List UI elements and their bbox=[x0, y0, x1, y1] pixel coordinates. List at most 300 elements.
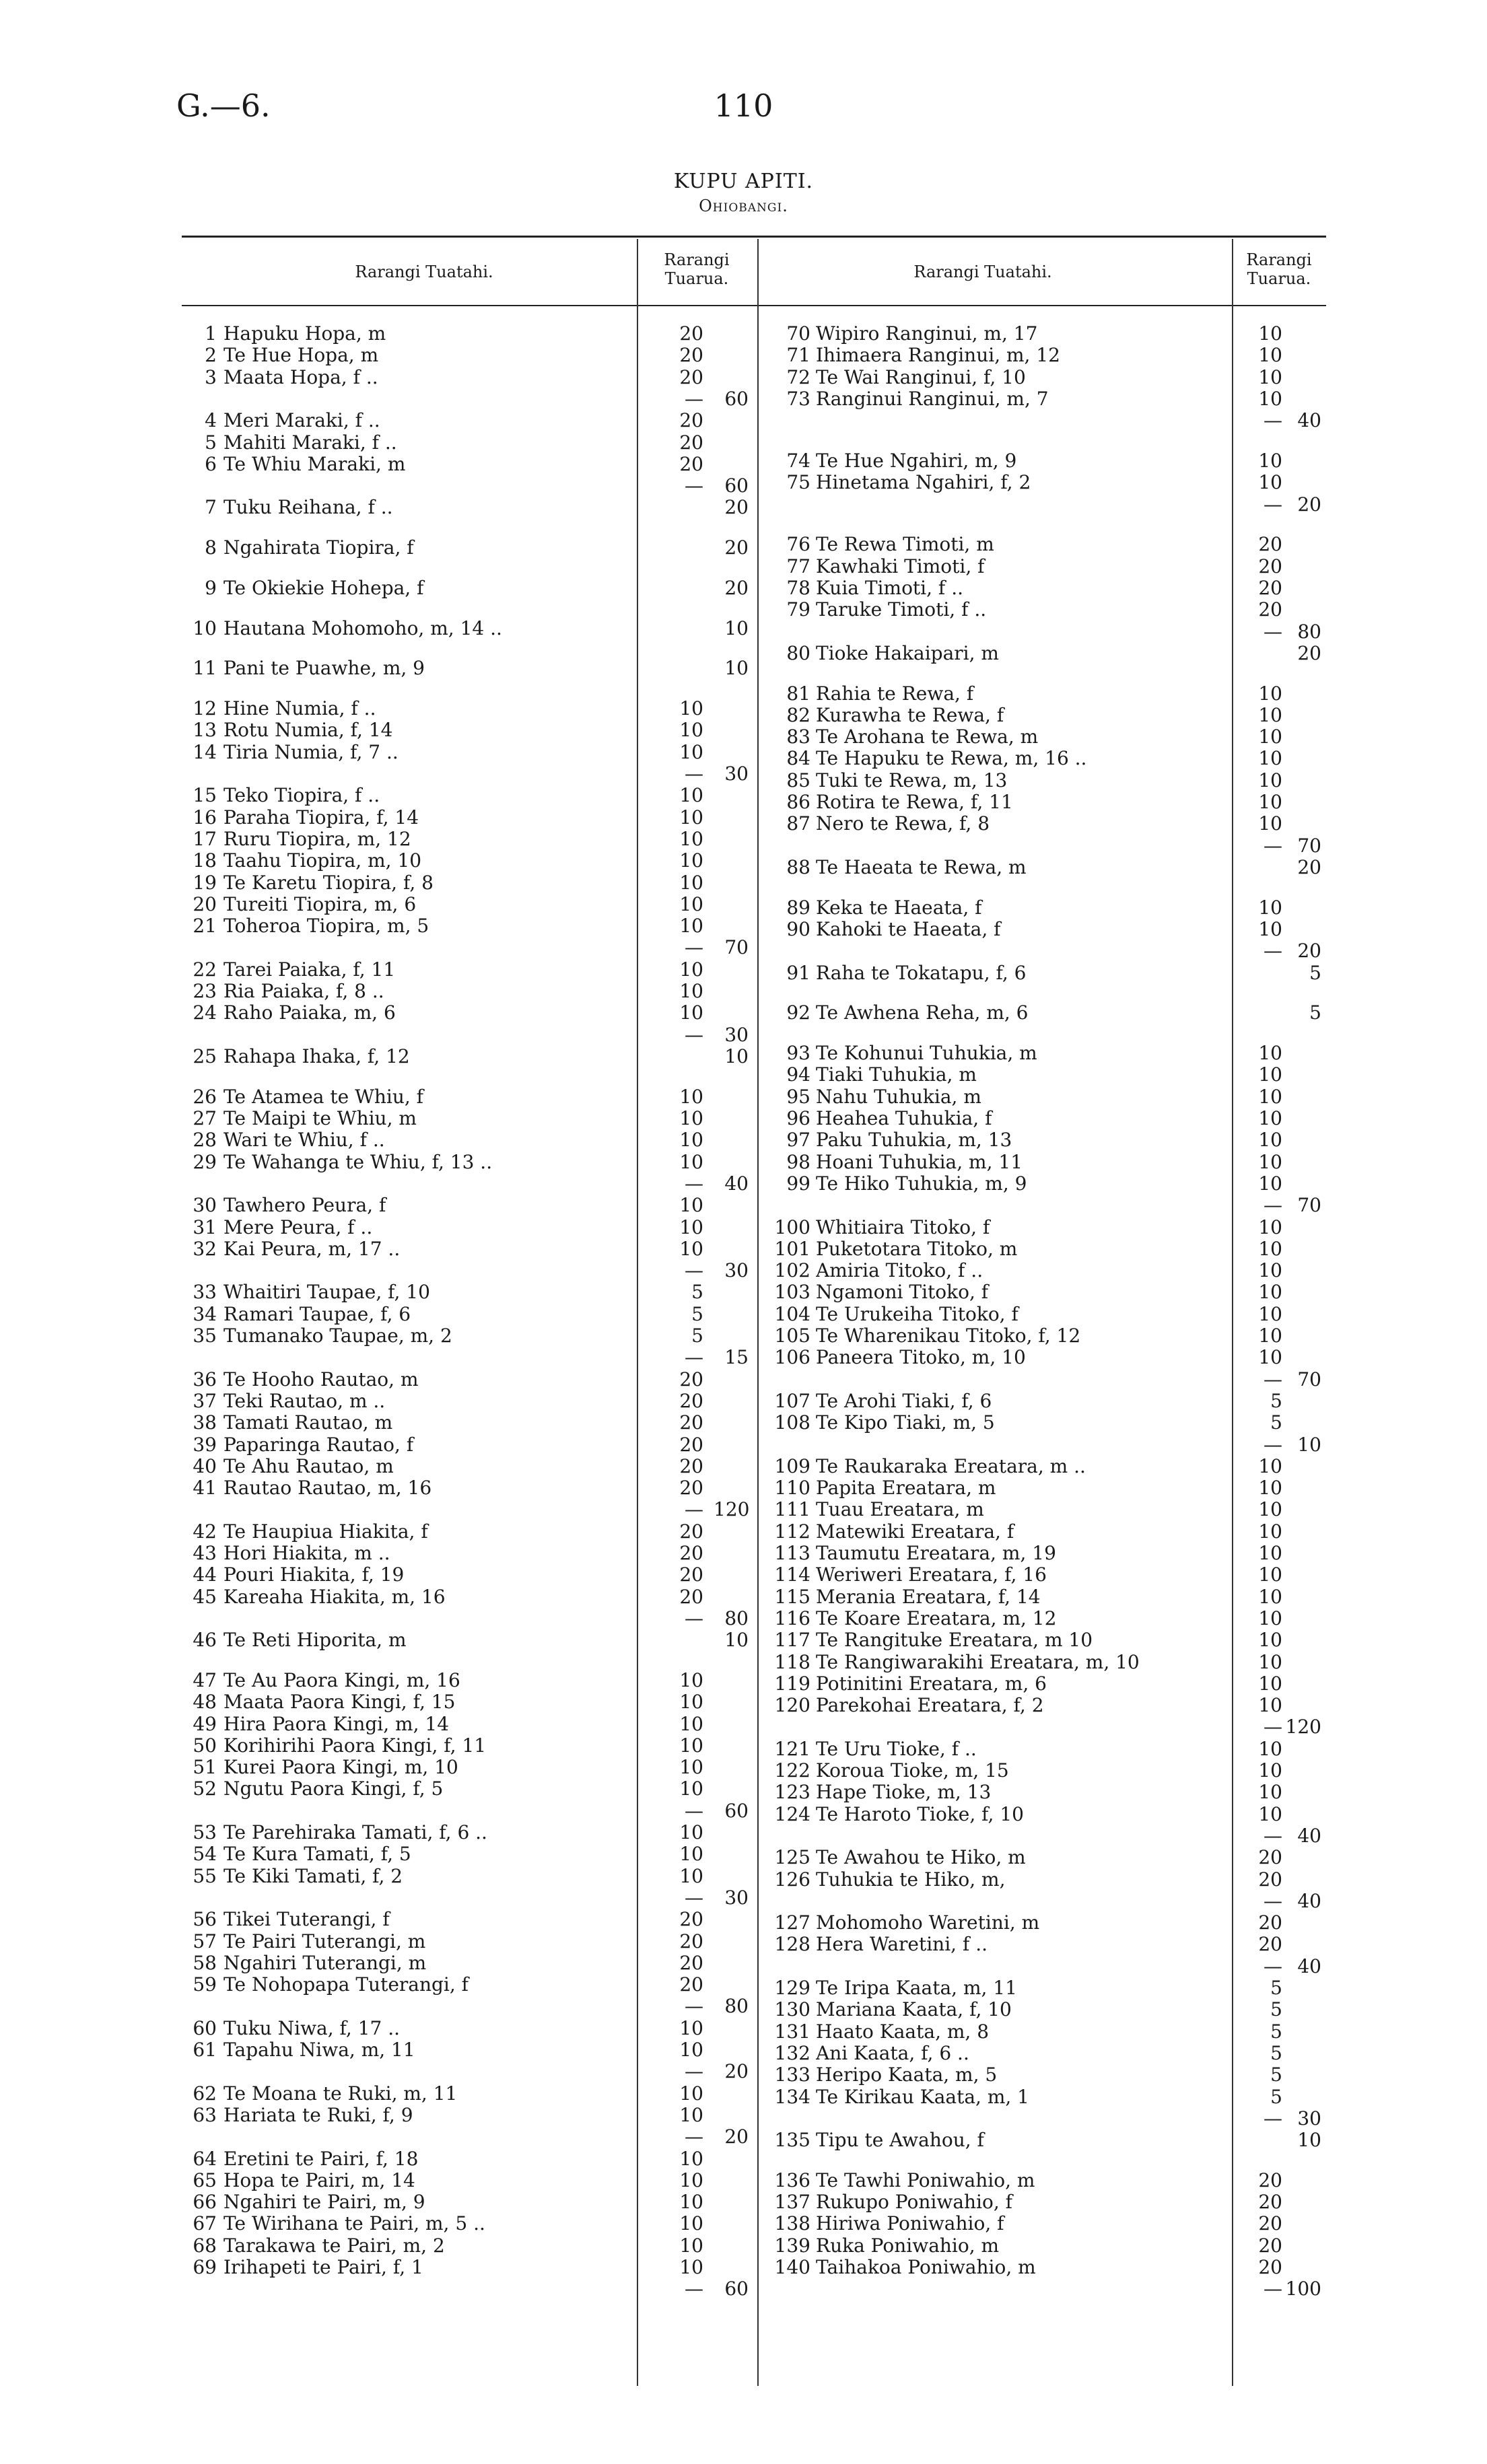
entry-total: 70 bbox=[1297, 1194, 1321, 1217]
entry-name: Raha te Tokatapu, f, 6 bbox=[816, 962, 1027, 984]
entry-number: 83 bbox=[786, 726, 810, 748]
entry-name: Hira Paora Kingi, m, 14 bbox=[223, 1713, 450, 1735]
entry-number: 59 bbox=[193, 1973, 217, 1996]
entry-number: 123 bbox=[774, 1781, 810, 1804]
table-row bbox=[0, 1002, 1487, 1024]
entry-name: Ria Paiaka, f, 8 .. bbox=[223, 981, 384, 1003]
entry-number: 131 bbox=[774, 2020, 810, 2043]
entry-number: 80 bbox=[786, 641, 810, 664]
entry-share: 10 bbox=[679, 1107, 703, 1130]
entry-number: 77 bbox=[786, 555, 810, 577]
entry-number: 105 bbox=[774, 1325, 810, 1347]
entry-number: 41 bbox=[193, 1477, 217, 1500]
entry-name: Rahia te Rewa, f bbox=[816, 682, 974, 705]
entry-number: 11 bbox=[193, 657, 217, 680]
entry-name: Te Kipo Tiaki, m, 5 bbox=[816, 1412, 995, 1434]
entry-name: Te Okiekie Hohepa, f bbox=[223, 577, 424, 599]
table-row bbox=[0, 1586, 1487, 1608]
entry-total: 30 bbox=[724, 1023, 749, 1046]
entry-share: 5 bbox=[1270, 1998, 1282, 2021]
entry-share: 10 bbox=[679, 2039, 703, 2062]
entry-share: 10 bbox=[679, 806, 703, 829]
entry-share: 10 bbox=[1258, 1563, 1282, 1586]
entry-number: 127 bbox=[774, 1911, 810, 1934]
entry-share: 20 bbox=[1258, 2256, 1282, 2279]
entry-name: Te Kiki Tamati, f, 2 bbox=[223, 1865, 403, 1887]
entry-share: 10 bbox=[679, 2234, 703, 2257]
entry-share: 10 bbox=[1258, 1237, 1282, 1260]
table-row bbox=[0, 621, 1487, 643]
entry-number: 92 bbox=[786, 1001, 810, 1024]
entry-number: 54 bbox=[193, 1843, 217, 1866]
entry-number: 70 bbox=[786, 322, 810, 345]
entry-share: 20 bbox=[1258, 533, 1282, 556]
table-row bbox=[0, 1999, 1487, 2020]
entry-share: 20 bbox=[679, 1908, 703, 1931]
entry-number: 88 bbox=[786, 855, 810, 878]
entry-number: 97 bbox=[786, 1129, 810, 1152]
entry-name: Papita Ereatara, m bbox=[816, 1477, 996, 1500]
table-row bbox=[0, 919, 1487, 940]
entry-share: 20 bbox=[1258, 2212, 1282, 2235]
entry-share: 10 bbox=[1258, 1216, 1282, 1238]
table-row bbox=[0, 410, 1487, 431]
table-row bbox=[0, 1281, 1487, 1303]
entry-share: 10 bbox=[1258, 1650, 1282, 1673]
entry-name: Matewiki Ereatara, f bbox=[816, 1520, 1014, 1543]
entry-share: 10 bbox=[1258, 1150, 1282, 1173]
entry-number: 44 bbox=[193, 1563, 217, 1586]
entry-name: Te Reti Hiporita, m bbox=[223, 1629, 407, 1652]
entry-number: 76 bbox=[786, 533, 810, 556]
entry-name: Hera Waretini, f .. bbox=[816, 1934, 988, 1956]
entry-number: 90 bbox=[786, 918, 810, 941]
entry-share: 10 bbox=[679, 1129, 703, 1152]
entry-share: 10 bbox=[679, 1691, 703, 1714]
left-name-header: Rarangi Tuatahi. bbox=[355, 262, 493, 281]
entry-number: 12 bbox=[193, 697, 217, 720]
entry-number: 48 bbox=[193, 1691, 217, 1714]
entry-share: 10 bbox=[679, 980, 703, 1003]
entry-number: 119 bbox=[774, 1672, 810, 1695]
entry-number: 67 bbox=[193, 2212, 217, 2235]
table-row bbox=[0, 683, 1487, 705]
entry-number: 4 bbox=[205, 409, 217, 432]
entry-number: 139 bbox=[774, 2234, 810, 2257]
entry-name: Te Haupiua Hiakita, f bbox=[223, 1520, 428, 1543]
entry-share: 10 bbox=[1258, 1281, 1282, 1304]
entry-name: Te Uru Tioke, f .. bbox=[816, 1738, 977, 1760]
entry-name: Kahoki te Haeata, f bbox=[816, 919, 1001, 941]
entry-name: Te Wirihana te Pairi, m, 5 .. bbox=[223, 2213, 485, 2235]
entry-number: 111 bbox=[774, 1498, 810, 1521]
entry-number: 39 bbox=[193, 1433, 217, 1456]
entry-number: 17 bbox=[193, 827, 217, 850]
entry-number: 36 bbox=[193, 1368, 217, 1391]
entry-total: 70 bbox=[724, 936, 749, 959]
entry-name: Koroua Tioke, m, 15 bbox=[816, 1760, 1009, 1782]
table-row bbox=[0, 2108, 1487, 2129]
entry-name: Te Wai Ranginui, f, 10 bbox=[816, 366, 1026, 388]
entry-total: 100 bbox=[1285, 2278, 1321, 2300]
entry-share: 10 bbox=[1258, 1759, 1282, 1782]
table-row bbox=[0, 599, 1487, 621]
entry-number: 28 bbox=[193, 1129, 217, 1152]
entry-name: Kurawha te Rewa, f bbox=[816, 704, 1004, 726]
entry-name: Wari te Whiu, f .. bbox=[223, 1129, 385, 1152]
entry-number: 53 bbox=[193, 1821, 217, 1844]
table-row bbox=[0, 367, 1487, 388]
entry-total: 60 bbox=[724, 474, 749, 497]
entry-number: 102 bbox=[774, 1259, 810, 1282]
entry-share: 20 bbox=[1258, 598, 1282, 621]
entry-name: Mere Peura, f .. bbox=[223, 1216, 373, 1238]
entry-share: — bbox=[1264, 1368, 1282, 1391]
entry-name: Ngahirata Tiopira, f bbox=[223, 537, 414, 559]
entry-number: 125 bbox=[774, 1846, 810, 1869]
entry-total: 20 bbox=[1297, 940, 1321, 962]
document-subtitle: Ohiobangi. bbox=[699, 197, 788, 215]
entry-share: — bbox=[685, 2060, 703, 2083]
entry-share: 5 bbox=[1270, 1977, 1282, 2000]
entry-share: 20 bbox=[1258, 2191, 1282, 2214]
entry-share: 10 bbox=[679, 1734, 703, 1757]
table-row bbox=[0, 534, 1487, 555]
entry-share: 10 bbox=[1258, 1672, 1282, 1695]
entry-share: 10 bbox=[679, 740, 703, 763]
entry-name: Parekohai Ereatara, f, 2 bbox=[816, 1695, 1044, 1717]
entry-share: 20 bbox=[679, 1973, 703, 1996]
entry-name: Ramari Taupae, f, 6 bbox=[223, 1303, 411, 1325]
entry-number: 49 bbox=[193, 1712, 217, 1735]
entry-name: Tikei Tuterangi, f bbox=[223, 1909, 390, 1931]
entry-number: 13 bbox=[193, 719, 217, 742]
entry-share: 10 bbox=[679, 2256, 703, 2279]
entry-number: 99 bbox=[786, 1172, 810, 1195]
entry-share: 10 bbox=[1258, 1607, 1282, 1629]
entry-number: 5 bbox=[205, 431, 217, 454]
entry-number: 26 bbox=[193, 1085, 217, 1108]
table-row bbox=[0, 1804, 1487, 1825]
entry-number: 40 bbox=[193, 1454, 217, 1477]
entry-number: 120 bbox=[774, 1694, 810, 1717]
entry-share: 20 bbox=[679, 409, 703, 432]
entry-number: 108 bbox=[774, 1411, 810, 1434]
entry-name: Te Iripa Kaata, m, 11 bbox=[816, 1977, 1017, 2000]
entry-share: 10 bbox=[679, 827, 703, 850]
entry-share: 20 bbox=[679, 452, 703, 475]
entry-number: 114 bbox=[774, 1563, 810, 1586]
entry-share: 10 bbox=[1258, 1781, 1282, 1804]
header-bottom-rule bbox=[182, 305, 1326, 306]
table-row bbox=[0, 748, 1487, 769]
entry-name: Ngutu Paora Kingi, f, 5 bbox=[223, 1778, 444, 1800]
table-row bbox=[0, 556, 1487, 577]
entry-name: Te Koare Ereatara, m, 12 bbox=[816, 1607, 1057, 1629]
entry-name: Hape Tioke, m, 13 bbox=[816, 1782, 992, 1804]
entry-name: Potinitini Ereatara, m, 6 bbox=[816, 1673, 1047, 1695]
entry-name: Tiaki Tuhukia, m bbox=[816, 1064, 977, 1086]
entry-share: 10 bbox=[679, 1756, 703, 1779]
entry-total: 20 bbox=[724, 2125, 749, 2148]
entry-number: 6 bbox=[205, 452, 217, 475]
table-row bbox=[0, 1108, 1487, 1129]
entry-number: 22 bbox=[193, 958, 217, 981]
entry-share: 10 bbox=[1258, 1477, 1282, 1500]
entry-number: 130 bbox=[774, 1998, 810, 2021]
table-row bbox=[0, 770, 1487, 791]
entry-name: Te Karetu Tiopira, f, 8 bbox=[223, 872, 434, 894]
entry-name: Te Ahu Rautao, m bbox=[223, 1455, 394, 1477]
entry-name: Te Arohi Tiaki, f, 6 bbox=[816, 1390, 992, 1412]
entry-share: 10 bbox=[1258, 1129, 1282, 1152]
entry-number: 132 bbox=[774, 2041, 810, 2064]
entry-share: 5 bbox=[691, 1325, 703, 1347]
entry-share: 20 bbox=[679, 1542, 703, 1565]
entry-number: 93 bbox=[786, 1042, 810, 1065]
entry-number: 79 bbox=[786, 598, 810, 621]
entry-number: 116 bbox=[774, 1607, 810, 1629]
table-row bbox=[0, 1129, 1487, 1151]
entry-number: 68 bbox=[193, 2234, 217, 2257]
entry-total: 5 bbox=[1309, 1001, 1321, 1024]
entry-share: 10 bbox=[1258, 471, 1282, 494]
table-row bbox=[0, 2257, 1487, 2278]
entry-number: 135 bbox=[774, 2129, 810, 2152]
entry-share: 10 bbox=[1258, 1172, 1282, 1195]
table-row bbox=[0, 1847, 1487, 1868]
entry-share: 10 bbox=[679, 2191, 703, 2214]
entry-name: Te Rewa Timoti, m bbox=[816, 534, 994, 556]
entry-share: 10 bbox=[1258, 449, 1282, 472]
entry-share: — bbox=[685, 1498, 703, 1521]
table-row bbox=[0, 1195, 1487, 1216]
entry-number: 122 bbox=[774, 1759, 810, 1782]
table-row bbox=[0, 835, 1487, 857]
entry-number: 112 bbox=[774, 1520, 810, 1543]
entry-name: Keka te Haeata, f bbox=[816, 896, 982, 919]
entry-share: 5 bbox=[1270, 2085, 1282, 2108]
table-row bbox=[0, 791, 1487, 813]
entry-share: 10 bbox=[1258, 682, 1282, 705]
table-row bbox=[0, 2191, 1487, 2213]
entry-number: 103 bbox=[774, 1281, 810, 1304]
entry-number: 20 bbox=[193, 892, 217, 915]
entry-number: 23 bbox=[193, 980, 217, 1003]
table-row bbox=[0, 2064, 1487, 2086]
entry-number: 7 bbox=[205, 496, 217, 519]
entry-name: Tipu te Awahou, f bbox=[816, 2129, 984, 2152]
entry-number: 104 bbox=[774, 1302, 810, 1325]
entry-number: 109 bbox=[774, 1454, 810, 1477]
entry-number: 3 bbox=[205, 365, 217, 388]
entry-share: 20 bbox=[679, 1951, 703, 1974]
entry-total: 30 bbox=[724, 1886, 749, 1909]
entry-number: 87 bbox=[786, 812, 810, 835]
entry-name: Te Moana te Ruki, m, 11 bbox=[223, 2082, 458, 2105]
entry-number: 96 bbox=[786, 1107, 810, 1130]
entry-share: 10 bbox=[1258, 812, 1282, 835]
entry-number: 71 bbox=[786, 344, 810, 367]
entry-name: Te Pairi Tuterangi, m bbox=[223, 1930, 426, 1952]
entry-name: Rautao Rautao, m, 16 bbox=[223, 1477, 432, 1500]
entry-name: Te Au Paora Kingi, m, 16 bbox=[223, 1669, 460, 1691]
entry-total: 20 bbox=[724, 576, 749, 599]
entry-share: 20 bbox=[1258, 2169, 1282, 2191]
entry-share: 20 bbox=[1258, 1846, 1282, 1869]
entry-number: 51 bbox=[193, 1756, 217, 1779]
entry-share: 10 bbox=[679, 849, 703, 872]
entry-total: 20 bbox=[724, 496, 749, 519]
entry-number: 32 bbox=[193, 1237, 217, 1260]
entry-total: 40 bbox=[724, 1172, 749, 1195]
entry-share: 20 bbox=[1258, 1933, 1282, 1956]
entry-number: 33 bbox=[193, 1281, 217, 1304]
entry-number: 66 bbox=[193, 2191, 217, 2214]
entry-number: 138 bbox=[774, 2212, 810, 2235]
table-row bbox=[0, 2213, 1487, 2234]
entry-share: 10 bbox=[1258, 769, 1282, 791]
entry-number: 63 bbox=[193, 2103, 217, 2126]
entry-share: 10 bbox=[679, 697, 703, 720]
table-row bbox=[0, 2235, 1487, 2257]
entry-name: Maata Paora Kingi, f, 15 bbox=[223, 1691, 456, 1714]
entry-name: Tarei Paiaka, f, 11 bbox=[223, 958, 396, 981]
table-row bbox=[0, 1629, 1487, 1651]
entry-share: 20 bbox=[679, 1520, 703, 1543]
entry-share: — bbox=[1264, 1824, 1282, 1847]
table-row bbox=[0, 2170, 1487, 2191]
entry-number: 19 bbox=[193, 871, 217, 894]
entry-share: 10 bbox=[1258, 1259, 1282, 1282]
entry-share: — bbox=[685, 2278, 703, 2300]
entry-share: 20 bbox=[1258, 576, 1282, 599]
table-row bbox=[0, 1477, 1487, 1499]
entry-number: 29 bbox=[193, 1150, 217, 1173]
entry-name: Taruke Timoti, f .. bbox=[816, 599, 987, 621]
entry-number: 52 bbox=[193, 1777, 217, 1800]
entry-share: 10 bbox=[1258, 1498, 1282, 1521]
table-row bbox=[0, 1652, 1487, 1673]
entry-name: Kai Peura, m, 17 .. bbox=[223, 1238, 401, 1260]
table-row bbox=[0, 1782, 1487, 1803]
entry-name: Te Atamea te Whiu, f bbox=[223, 1086, 424, 1108]
entry-share: — bbox=[1264, 2107, 1282, 2129]
entry-number: 14 bbox=[193, 740, 217, 763]
table-row bbox=[0, 940, 1487, 962]
table-row bbox=[0, 1086, 1487, 1108]
entry-name: Ruka Poniwahio, m bbox=[816, 2234, 1000, 2257]
entry-number: 30 bbox=[193, 1194, 217, 1217]
entry-number: 113 bbox=[774, 1542, 810, 1565]
table-row bbox=[0, 493, 1487, 519]
entry-number: 69 bbox=[193, 2256, 217, 2279]
entry-name: Hine Numia, f .. bbox=[223, 698, 376, 720]
entry-share: 10 bbox=[1258, 344, 1282, 367]
entry-share: — bbox=[685, 1346, 703, 1369]
entry-total: 40 bbox=[1297, 409, 1321, 432]
entry-name: Korihirihi Paora Kingi, f, 11 bbox=[223, 1734, 487, 1757]
entry-name: Te Kirikau Kaata, m, 1 bbox=[816, 2086, 1029, 2108]
entry-name: Tureiti Tiopira, m, 6 bbox=[223, 893, 417, 915]
entry-number: 47 bbox=[193, 1668, 217, 1691]
entry-name: Tuki te Rewa, m, 13 bbox=[816, 769, 1008, 791]
entry-name: Paraha Tiopira, f, 14 bbox=[223, 806, 419, 829]
table-row bbox=[0, 643, 1487, 664]
entry-number: 2 bbox=[205, 344, 217, 367]
entry-share: 20 bbox=[679, 1368, 703, 1391]
entry-total: 20 bbox=[1297, 493, 1321, 516]
entry-share: 10 bbox=[1258, 1325, 1282, 1347]
entry-name: Mahiti Maraki, f .. bbox=[223, 431, 397, 454]
table-row bbox=[0, 857, 1487, 878]
entry-name: Taumutu Ereatara, m, 19 bbox=[816, 1543, 1056, 1565]
entry-name: Whaitiri Taupae, f, 10 bbox=[223, 1281, 430, 1304]
entry-name: Weriweri Ereatara, f, 16 bbox=[816, 1564, 1047, 1586]
entry-name: Te Hapuku te Rewa, m, 16 .. bbox=[816, 748, 1087, 770]
table-row bbox=[0, 1238, 1487, 1260]
entry-number: 129 bbox=[774, 1977, 810, 2000]
entry-share: 20 bbox=[679, 1389, 703, 1412]
table-row bbox=[0, 1434, 1487, 1456]
table-row bbox=[0, 962, 1487, 984]
entry-share: 10 bbox=[1258, 896, 1282, 919]
table-row bbox=[0, 981, 1487, 1002]
entry-name: Hautana Mohomoho, m, 14 .. bbox=[223, 617, 502, 639]
entry-share: 10 bbox=[1258, 1085, 1282, 1108]
entry-number: 18 bbox=[193, 849, 217, 872]
entry-share: — bbox=[1264, 834, 1282, 857]
entry-share: 10 bbox=[679, 1821, 703, 1844]
entry-name: Mariana Kaata, f, 10 bbox=[816, 1999, 1012, 2021]
table-row bbox=[0, 2021, 1487, 2043]
entry-total: 15 bbox=[724, 1346, 749, 1369]
entry-share: 10 bbox=[1258, 322, 1282, 345]
entry-name: Te Awhena Reha, m, 6 bbox=[816, 1002, 1029, 1024]
entry-number: 34 bbox=[193, 1302, 217, 1325]
entry-number: 25 bbox=[193, 1045, 217, 1067]
entry-name: Te Arohana te Rewa, m bbox=[816, 726, 1039, 748]
entry-share: 20 bbox=[1258, 555, 1282, 577]
entry-number: 101 bbox=[774, 1237, 810, 1260]
table-row bbox=[0, 2086, 1487, 2108]
entry-total: 10 bbox=[1297, 2129, 1321, 2152]
table-row bbox=[0, 472, 1487, 493]
entry-name: Te Rangituke Ereatara, m 10 bbox=[816, 1629, 1093, 1652]
table-row bbox=[0, 1673, 1487, 1695]
entry-total: 10 bbox=[724, 657, 749, 680]
entry-name: Te Hue Ngahiri, m, 9 bbox=[816, 450, 1017, 472]
entry-number: 133 bbox=[774, 2064, 810, 2086]
entry-total: 60 bbox=[724, 1799, 749, 1822]
entry-share: 20 bbox=[679, 1563, 703, 1586]
entry-share: 10 bbox=[679, 1668, 703, 1691]
entry-number: 136 bbox=[774, 2169, 810, 2191]
entry-share: — bbox=[685, 1172, 703, 1195]
entry-number: 50 bbox=[193, 1734, 217, 1757]
entry-name: Nahu Tuhukia, m bbox=[816, 1086, 981, 1108]
entry-name: Kurei Paora Kingi, m, 10 bbox=[223, 1757, 458, 1779]
entry-name: Ihimaera Ranginui, m, 12 bbox=[816, 345, 1060, 367]
document-title: KUPU APITI. bbox=[673, 170, 814, 193]
table-row bbox=[0, 345, 1487, 366]
table-row bbox=[0, 323, 1487, 345]
entry-total: 30 bbox=[1297, 2107, 1321, 2129]
entry-number: 95 bbox=[786, 1085, 810, 1108]
table-row bbox=[0, 1521, 1487, 1543]
table-body bbox=[0, 323, 1487, 2376]
entry-share: 10 bbox=[679, 1777, 703, 1800]
